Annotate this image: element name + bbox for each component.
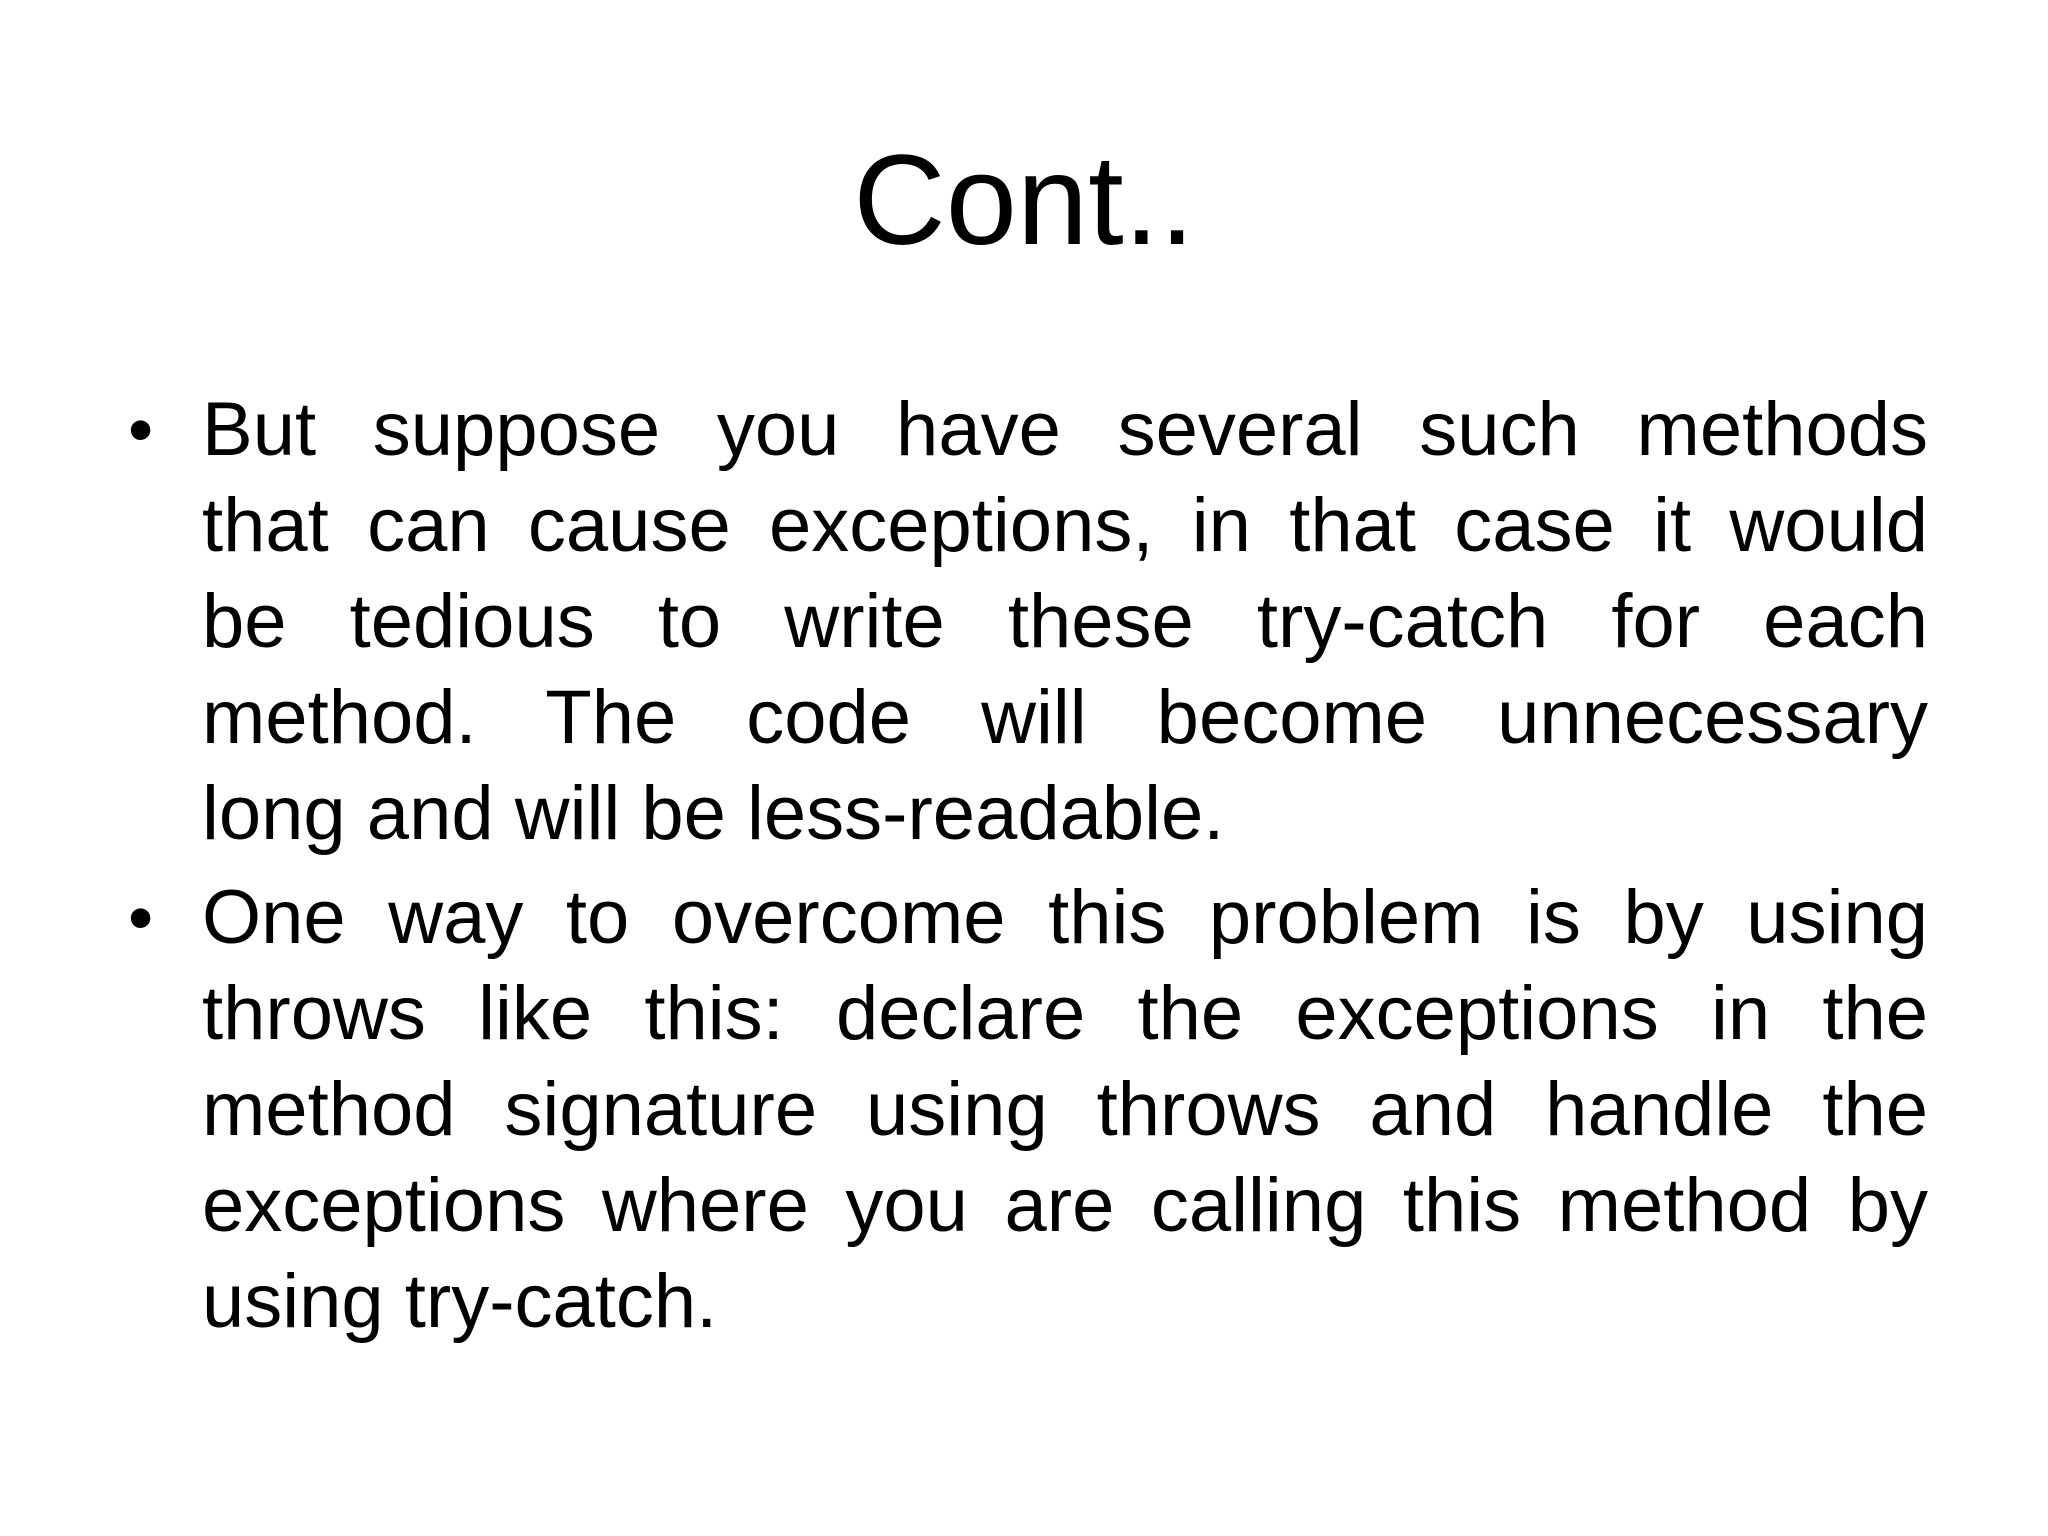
bullet-line: be tedious to write these try-catch for each <box>202 579 1928 664</box>
bullet-marker: • <box>128 878 154 958</box>
bullet-list <box>120 382 1928 1358</box>
bullet-item <box>120 870 1928 1350</box>
bullet-line: method. The code will become unnecessary <box>202 675 1928 760</box>
bullet-line: But suppose you have several such methods <box>202 387 1928 472</box>
bullet-line: that can cause exceptions, in that case it would <box>202 483 1928 568</box>
bullet-line: exceptions where you are calling this method by <box>202 1163 1928 1248</box>
bullet-line: using try-catch. <box>202 1259 718 1344</box>
slide-title: Cont.. <box>853 129 1195 272</box>
bullet-line: long and will be less-readable. <box>202 771 1225 856</box>
bullet-marker: • <box>128 390 154 470</box>
bullet-line: throws like this: declare the exceptions in the <box>202 971 1928 1056</box>
bullet-item <box>120 382 1928 862</box>
bullet-line: One way to overcome this problem is by using <box>202 875 1928 960</box>
bullet-line: method signature using throws and handle the <box>202 1067 1928 1152</box>
